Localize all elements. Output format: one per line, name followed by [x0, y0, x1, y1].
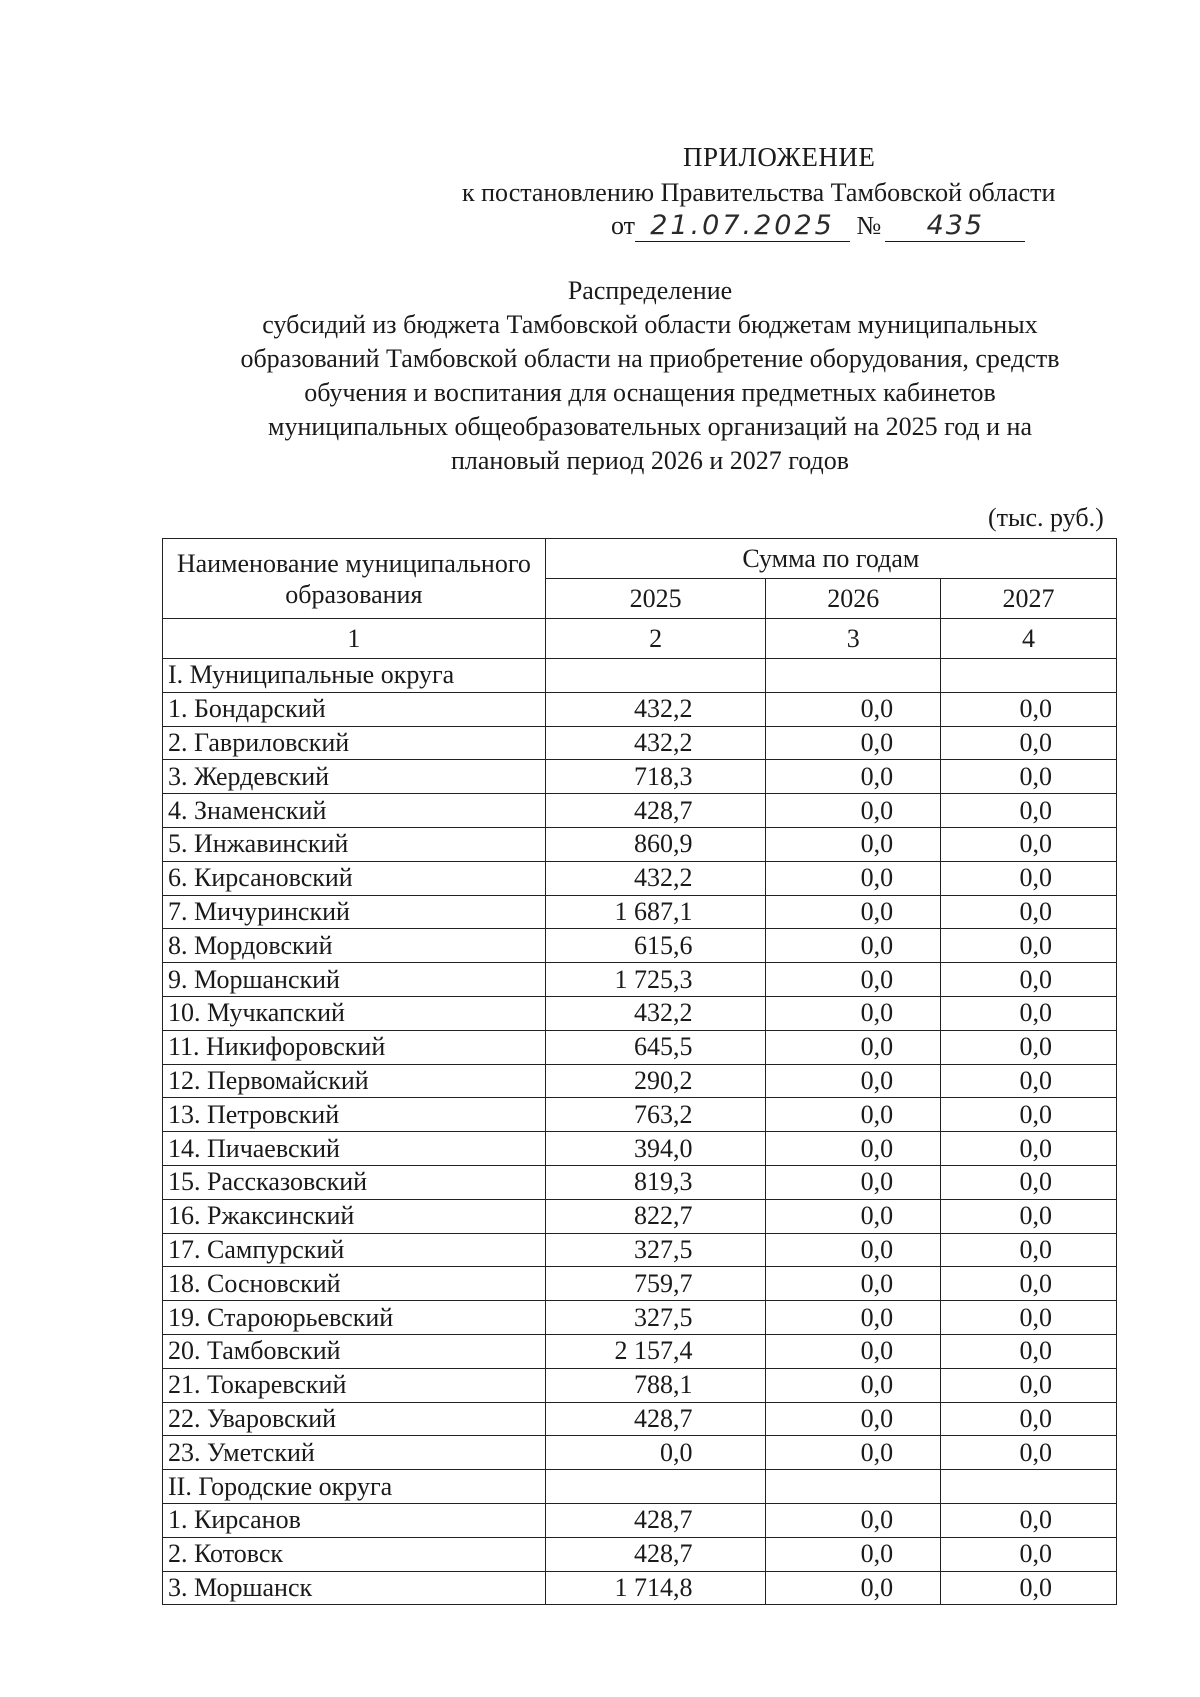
value-2025: 1 725,3 — [545, 963, 766, 997]
handwritten-date: 21.07.2025 — [635, 210, 850, 242]
value-2026: 0,0 — [766, 1064, 941, 1098]
municipality-name: I. Муниципальные округа — [163, 659, 546, 693]
value-2027: 0,0 — [941, 1368, 1117, 1402]
title-line: обучения и воспитания для оснащения предметных кабинетов — [304, 378, 996, 407]
value-2025: 290,2 — [545, 1064, 766, 1098]
table-row — [163, 794, 1117, 828]
value-2025: 428,7 — [545, 1402, 766, 1436]
value-2026: 0,0 — [766, 692, 941, 726]
municipality-name: 10. Мучкапский — [163, 996, 546, 1030]
value-2027: 0,0 — [941, 1030, 1117, 1064]
value-2025: 819,3 — [545, 1165, 766, 1199]
municipality-name: 9. Моршанский — [163, 963, 546, 997]
table-row — [163, 692, 1117, 726]
value-2027: 0,0 — [941, 1233, 1117, 1267]
sum-by-years-header: Сумма по годам — [545, 539, 1116, 579]
title-line: образований Тамбовской области на приобретение оборудования, средств — [240, 344, 1060, 373]
value-2025: 2 157,4 — [545, 1334, 766, 1368]
value-2025 — [545, 1470, 766, 1504]
value-2027: 0,0 — [941, 760, 1117, 794]
value-2027: 0,0 — [941, 1267, 1117, 1301]
table-row — [163, 1436, 1117, 1470]
value-2026: 0,0 — [766, 760, 941, 794]
appendix-date-line — [611, 210, 1025, 242]
value-2025: 432,2 — [545, 692, 766, 726]
municipality-name: 14. Пичаевский — [163, 1132, 546, 1166]
table-row — [163, 1132, 1117, 1166]
table-row — [163, 1064, 1117, 1098]
value-2026: 0,0 — [766, 1132, 941, 1166]
table-row — [163, 1030, 1117, 1064]
value-2027 — [941, 659, 1117, 693]
value-2027: 0,0 — [941, 1165, 1117, 1199]
value-2026 — [766, 1470, 941, 1504]
value-2027: 0,0 — [941, 861, 1117, 895]
value-2025: 327,5 — [545, 1301, 766, 1335]
municipality-name: 2. Гавриловский — [163, 726, 546, 760]
value-2025: 432,2 — [545, 726, 766, 760]
value-2026: 0,0 — [766, 1233, 941, 1267]
value-2026: 0,0 — [766, 1267, 941, 1301]
municipality-name: 3. Жердевский — [163, 760, 546, 794]
municipality-name-header: Наименование муниципального образования — [163, 539, 546, 619]
value-2027: 0,0 — [941, 1571, 1117, 1605]
municipality-name: 13. Петровский — [163, 1098, 546, 1132]
municipality-name: 3. Моршанск — [163, 1571, 546, 1605]
table-row — [163, 1503, 1117, 1537]
value-2025: 428,7 — [545, 1537, 766, 1571]
table-row — [163, 1470, 1117, 1504]
value-2027: 0,0 — [941, 1301, 1117, 1335]
value-2027: 0,0 — [941, 1199, 1117, 1233]
column-number: 3 — [766, 619, 941, 659]
table-row — [163, 827, 1117, 861]
value-2027: 0,0 — [941, 1436, 1117, 1470]
value-2027: 0,0 — [941, 929, 1117, 963]
column-number: 2 — [545, 619, 766, 659]
table-row — [163, 1267, 1117, 1301]
value-2027 — [941, 1470, 1117, 1504]
value-2027: 0,0 — [941, 996, 1117, 1030]
table-row — [163, 963, 1117, 997]
table-row — [163, 1233, 1117, 1267]
table-row — [163, 760, 1117, 794]
value-2025: 394,0 — [545, 1132, 766, 1166]
value-2026: 0,0 — [766, 794, 941, 828]
value-2027: 0,0 — [941, 963, 1117, 997]
value-2025: 860,9 — [545, 827, 766, 861]
municipality-name: 11. Никифоровский — [163, 1030, 546, 1064]
value-2026: 0,0 — [766, 827, 941, 861]
year-header-2025: 2025 — [545, 579, 766, 619]
date-prefix: от — [611, 211, 636, 240]
municipality-name: 17. Сампурский — [163, 1233, 546, 1267]
municipality-name: 7. Мичуринский — [163, 895, 546, 929]
table-row — [163, 1165, 1117, 1199]
municipality-name: 12. Первомайский — [163, 1064, 546, 1098]
value-2026: 0,0 — [766, 1537, 941, 1571]
table-row — [163, 726, 1117, 760]
value-2026: 0,0 — [766, 1402, 941, 1436]
value-2026: 0,0 — [766, 1368, 941, 1402]
value-2025: 1 687,1 — [545, 895, 766, 929]
value-2027: 0,0 — [941, 895, 1117, 929]
table-row — [163, 1368, 1117, 1402]
table-row — [163, 996, 1117, 1030]
value-2026: 0,0 — [766, 996, 941, 1030]
value-2025: 759,7 — [545, 1267, 766, 1301]
year-header-2026: 2026 — [766, 579, 941, 619]
column-number: 1 — [163, 619, 546, 659]
title-line: муниципальных общеобразовательных организаций на 2025 год и на — [267, 412, 1032, 441]
municipality-name: 4. Знаменский — [163, 794, 546, 828]
table-row — [163, 1571, 1117, 1605]
value-2027: 0,0 — [941, 1503, 1117, 1537]
value-2025: 822,7 — [545, 1199, 766, 1233]
municipality-name: 22. Уваровский — [163, 1402, 546, 1436]
value-2026 — [766, 659, 941, 693]
municipality-name: 5. Инжавинский — [163, 827, 546, 861]
value-2027: 0,0 — [941, 726, 1117, 760]
title-line: Распределение — [567, 276, 733, 305]
value-2027: 0,0 — [941, 1402, 1117, 1436]
municipality-name: II. Городские округа — [163, 1470, 546, 1504]
value-2025: 432,2 — [545, 861, 766, 895]
value-2025: 428,7 — [545, 1503, 766, 1537]
table-row — [163, 929, 1117, 963]
table-row — [163, 1199, 1117, 1233]
value-2026: 0,0 — [766, 726, 941, 760]
value-2026: 0,0 — [766, 1199, 941, 1233]
municipality-name: 21. Токаревский — [163, 1368, 546, 1402]
municipality-name: 16. Ржаксинский — [163, 1199, 546, 1233]
value-2026: 0,0 — [766, 1030, 941, 1064]
value-2025: 327,5 — [545, 1233, 766, 1267]
value-2026: 0,0 — [766, 963, 941, 997]
appendix-reference: к постановлению Правительства Тамбовской области — [462, 178, 1056, 207]
value-2025: 1 714,8 — [545, 1571, 766, 1605]
units-label: (тыс. руб.) — [988, 503, 1104, 532]
value-2025: 763,2 — [545, 1098, 766, 1132]
value-2025: 615,6 — [545, 929, 766, 963]
column-number: 4 — [941, 619, 1117, 659]
municipality-name: 18. Сосновский — [163, 1267, 546, 1301]
table-row — [163, 1301, 1117, 1335]
value-2026: 0,0 — [766, 1571, 941, 1605]
municipality-name: 1. Бондарский — [163, 692, 546, 726]
value-2025: 0,0 — [545, 1436, 766, 1470]
municipality-name: 19. Староюрьевский — [163, 1301, 546, 1335]
value-2027: 0,0 — [941, 827, 1117, 861]
municipality-name: 1. Кирсанов — [163, 1503, 546, 1537]
table-row — [163, 1334, 1117, 1368]
table-body — [163, 659, 1117, 1605]
value-2025: 645,5 — [545, 1030, 766, 1064]
value-2027: 0,0 — [941, 1064, 1117, 1098]
value-2026: 0,0 — [766, 1165, 941, 1199]
title-line: плановый период 2026 и 2027 годов — [450, 446, 850, 475]
subsidy-table — [162, 538, 1117, 1605]
number-prefix: № — [856, 211, 882, 240]
value-2025: 432,2 — [545, 996, 766, 1030]
value-2026: 0,0 — [766, 895, 941, 929]
value-2025: 718,3 — [545, 760, 766, 794]
value-2025 — [545, 659, 766, 693]
value-2027: 0,0 — [941, 1537, 1117, 1571]
value-2025: 428,7 — [545, 794, 766, 828]
table-row — [163, 1402, 1117, 1436]
value-2026: 0,0 — [766, 1503, 941, 1537]
value-2025: 788,1 — [545, 1368, 766, 1402]
municipality-name: 8. Мордовский — [163, 929, 546, 963]
value-2027: 0,0 — [941, 794, 1117, 828]
municipality-name: 15. Рассказовский — [163, 1165, 546, 1199]
value-2026: 0,0 — [766, 1098, 941, 1132]
municipality-name: 6. Кирсановский — [163, 861, 546, 895]
document-title — [150, 274, 1150, 478]
municipality-name: 20. Тамбовский — [163, 1334, 546, 1368]
value-2027: 0,0 — [941, 1334, 1117, 1368]
appendix-title: ПРИЛОЖЕНИЕ — [683, 142, 876, 172]
value-2026: 0,0 — [766, 861, 941, 895]
table-row — [163, 861, 1117, 895]
value-2027: 0,0 — [941, 692, 1117, 726]
table-row — [163, 1537, 1117, 1571]
municipality-name: 2. Котовск — [163, 1537, 546, 1571]
value-2026: 0,0 — [766, 1334, 941, 1368]
value-2027: 0,0 — [941, 1098, 1117, 1132]
municipality-name: 23. Уметский — [163, 1436, 546, 1470]
table-row — [163, 895, 1117, 929]
year-header-2027: 2027 — [941, 579, 1117, 619]
title-line: субсидий из бюджета Тамбовской области бюджетам муниципальных — [262, 310, 1038, 339]
handwritten-number: 435 — [885, 210, 1025, 242]
value-2026: 0,0 — [766, 1436, 941, 1470]
table-row — [163, 1098, 1117, 1132]
value-2026: 0,0 — [766, 1301, 941, 1335]
value-2027: 0,0 — [941, 1132, 1117, 1166]
value-2026: 0,0 — [766, 929, 941, 963]
table-row — [163, 659, 1117, 693]
